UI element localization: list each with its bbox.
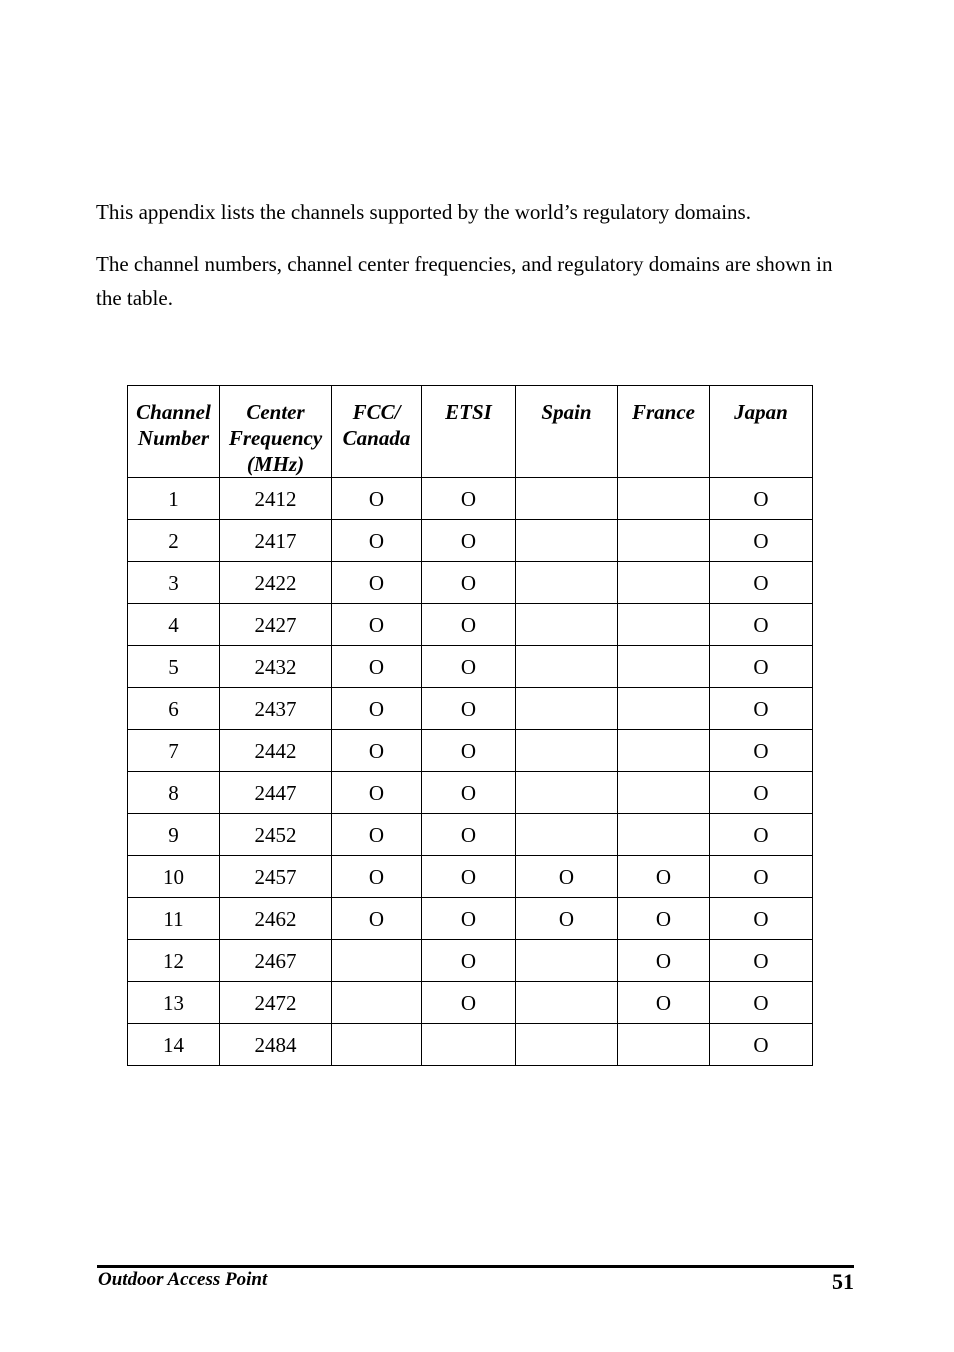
cell-channel: 5 <box>128 646 220 688</box>
cell-channel: 11 <box>128 898 220 940</box>
cell-spain: O <box>516 898 618 940</box>
cell-channel: 10 <box>128 856 220 898</box>
cell-frequency: 2484 <box>220 1024 332 1066</box>
cell-etsi: O <box>422 982 516 1024</box>
cell-spain <box>516 688 618 730</box>
cell-fcc: O <box>332 604 422 646</box>
cell-spain <box>516 604 618 646</box>
cell-channel: 1 <box>128 478 220 520</box>
cell-france <box>618 730 710 772</box>
cell-etsi: O <box>422 772 516 814</box>
table-row <box>128 646 813 688</box>
table-row <box>128 856 813 898</box>
footer-title: Outdoor Access Point <box>98 1269 268 1290</box>
table-row <box>128 562 813 604</box>
cell-spain <box>516 814 618 856</box>
cell-spain <box>516 982 618 1024</box>
cell-spain <box>516 478 618 520</box>
cell-channel: 7 <box>128 730 220 772</box>
cell-fcc: O <box>332 688 422 730</box>
cell-japan: O <box>710 478 813 520</box>
header-channel-line-2: Number <box>137 426 210 450</box>
cell-etsi: O <box>422 730 516 772</box>
header-center-frequency <box>220 386 332 478</box>
cell-frequency: 2427 <box>220 604 332 646</box>
header-etsi: ETSI <box>422 386 516 478</box>
channel-table <box>127 385 813 1066</box>
header-japan: Japan <box>710 386 813 478</box>
cell-japan: O <box>710 772 813 814</box>
cell-frequency: 2412 <box>220 478 332 520</box>
table-row <box>128 898 813 940</box>
table-row <box>128 688 813 730</box>
table-body <box>128 478 813 1066</box>
cell-etsi: O <box>422 814 516 856</box>
header-channel-line-1: Channel <box>136 400 211 424</box>
cell-france <box>618 646 710 688</box>
cell-japan: O <box>710 604 813 646</box>
table-row <box>128 814 813 856</box>
cell-france <box>618 772 710 814</box>
cell-spain <box>516 562 618 604</box>
cell-france: O <box>618 940 710 982</box>
cell-spain <box>516 730 618 772</box>
cell-japan: O <box>710 898 813 940</box>
header-france: France <box>618 386 710 478</box>
cell-frequency: 2432 <box>220 646 332 688</box>
cell-france: O <box>618 856 710 898</box>
cell-channel: 9 <box>128 814 220 856</box>
cell-channel: 2 <box>128 520 220 562</box>
cell-france <box>618 562 710 604</box>
cell-etsi: O <box>422 562 516 604</box>
cell-spain: O <box>516 856 618 898</box>
cell-fcc: O <box>332 856 422 898</box>
cell-france <box>618 520 710 562</box>
table-row <box>128 520 813 562</box>
cell-fcc: O <box>332 730 422 772</box>
cell-fcc: O <box>332 646 422 688</box>
cell-frequency: 2472 <box>220 982 332 1024</box>
cell-france: O <box>618 898 710 940</box>
intro-paragraph-1: This appendix lists the channels supported by the world’s regulatory domains. <box>96 200 751 224</box>
table-row <box>128 1024 813 1066</box>
header-frequency-line-3: (MHz) <box>246 452 305 476</box>
cell-channel: 14 <box>128 1024 220 1066</box>
cell-etsi: O <box>422 898 516 940</box>
cell-japan: O <box>710 940 813 982</box>
cell-frequency: 2422 <box>220 562 332 604</box>
cell-france <box>618 478 710 520</box>
cell-spain <box>516 520 618 562</box>
header-fcc-canada <box>332 386 422 478</box>
cell-etsi: O <box>422 856 516 898</box>
cell-fcc: O <box>332 898 422 940</box>
header-fcc-line-1: FCC/ <box>352 400 401 424</box>
cell-fcc: O <box>332 772 422 814</box>
cell-japan: O <box>710 646 813 688</box>
cell-channel: 4 <box>128 604 220 646</box>
header-fcc-line-2: Canada <box>342 426 411 450</box>
cell-japan: O <box>710 1024 813 1066</box>
cell-frequency: 2447 <box>220 772 332 814</box>
table-row <box>128 940 813 982</box>
cell-spain <box>516 1024 618 1066</box>
cell-frequency: 2462 <box>220 898 332 940</box>
footer-rule <box>97 1265 854 1268</box>
cell-fcc: O <box>332 478 422 520</box>
cell-japan: O <box>710 562 813 604</box>
cell-frequency: 2457 <box>220 856 332 898</box>
cell-france <box>618 688 710 730</box>
table-row <box>128 730 813 772</box>
cell-france <box>618 604 710 646</box>
cell-channel: 3 <box>128 562 220 604</box>
cell-etsi: O <box>422 940 516 982</box>
cell-frequency: 2442 <box>220 730 332 772</box>
cell-japan: O <box>710 688 813 730</box>
cell-spain <box>516 646 618 688</box>
cell-channel: 8 <box>128 772 220 814</box>
cell-channel: 13 <box>128 982 220 1024</box>
page-number: 51 <box>832 1269 854 1294</box>
cell-japan: O <box>710 520 813 562</box>
intro-paragraph-2: The channel numbers, channel center frequencies, and regulatory domains are shown in the table. <box>96 252 833 310</box>
cell-fcc: O <box>332 814 422 856</box>
table-row <box>128 772 813 814</box>
cell-france <box>618 814 710 856</box>
cell-frequency: 2467 <box>220 940 332 982</box>
header-frequency-line-1: Center <box>246 400 305 424</box>
table-header-row <box>128 386 813 478</box>
cell-fcc <box>332 940 422 982</box>
table-row <box>128 604 813 646</box>
cell-channel: 6 <box>128 688 220 730</box>
cell-france <box>618 1024 710 1066</box>
cell-japan: O <box>710 982 813 1024</box>
cell-fcc <box>332 982 422 1024</box>
header-spain: Spain <box>516 386 618 478</box>
cell-japan: O <box>710 730 813 772</box>
cell-channel: 12 <box>128 940 220 982</box>
cell-etsi: O <box>422 604 516 646</box>
cell-etsi: O <box>422 520 516 562</box>
cell-fcc: O <box>332 562 422 604</box>
header-frequency-line-2: Frequency <box>228 426 323 450</box>
cell-fcc <box>332 1024 422 1066</box>
cell-spain <box>516 772 618 814</box>
cell-frequency: 2452 <box>220 814 332 856</box>
cell-fcc: O <box>332 520 422 562</box>
table-row <box>128 982 813 1024</box>
cell-spain <box>516 940 618 982</box>
cell-japan: O <box>710 856 813 898</box>
cell-frequency: 2417 <box>220 520 332 562</box>
cell-etsi: O <box>422 688 516 730</box>
cell-frequency: 2437 <box>220 688 332 730</box>
header-channel-number <box>128 386 220 478</box>
cell-etsi: O <box>422 478 516 520</box>
table-row <box>128 478 813 520</box>
cell-france: O <box>618 982 710 1024</box>
cell-japan: O <box>710 814 813 856</box>
cell-etsi <box>422 1024 516 1066</box>
cell-etsi: O <box>422 646 516 688</box>
